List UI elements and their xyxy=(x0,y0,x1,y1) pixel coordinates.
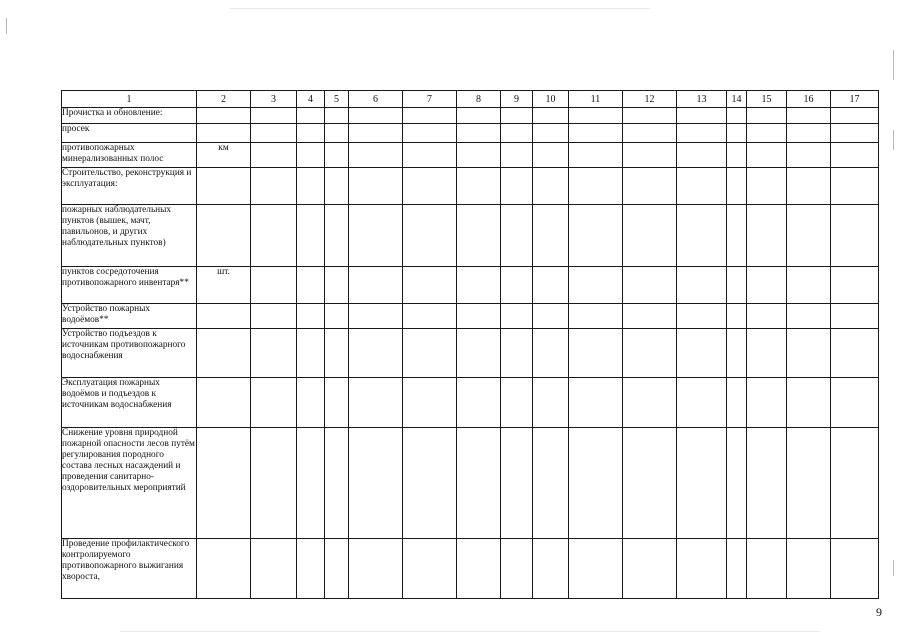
row-unit xyxy=(197,108,251,124)
table-cell xyxy=(325,378,349,428)
table-cell xyxy=(403,329,457,378)
table-cell xyxy=(677,539,727,599)
table-cell xyxy=(403,428,457,539)
table-cell xyxy=(457,428,501,539)
table-cell xyxy=(569,143,623,168)
table-cell xyxy=(569,329,623,378)
table-row xyxy=(62,108,879,124)
row-unit xyxy=(197,329,251,378)
table-cell xyxy=(325,428,349,539)
row-label: Снижение уровня природной пожарной опасности лесов путём регулирования породного состава лесных насаждений и проведения санитарно-оздоровительных мероприятий xyxy=(62,428,197,539)
column-header: 1 xyxy=(62,91,197,108)
row-unit xyxy=(197,124,251,143)
scan-noise-right-3 xyxy=(893,560,894,576)
table-cell xyxy=(349,539,403,599)
table-row xyxy=(62,304,879,329)
table-cell xyxy=(747,108,787,124)
table-cell xyxy=(787,539,831,599)
table-cell xyxy=(297,428,325,539)
table-cell xyxy=(251,304,297,329)
table-cell xyxy=(533,267,569,304)
table-cell xyxy=(501,329,533,378)
row-unit xyxy=(197,205,251,267)
row-label: Устройство подъездов к источникам противопожарного водоснабжения xyxy=(62,329,197,378)
table-cell xyxy=(831,539,879,599)
table-cell xyxy=(831,428,879,539)
table-cell xyxy=(727,378,747,428)
table-cell xyxy=(677,143,727,168)
table-cell xyxy=(623,428,677,539)
table-cell xyxy=(677,124,727,143)
column-header: 6 xyxy=(349,91,403,108)
table-cell xyxy=(457,168,501,205)
table-cell xyxy=(251,143,297,168)
table-cell xyxy=(349,304,403,329)
table-cell xyxy=(251,378,297,428)
table-cell xyxy=(349,329,403,378)
row-label: Устройство пожарных водоёмов** xyxy=(62,304,197,329)
table-cell xyxy=(297,304,325,329)
table-cell xyxy=(349,205,403,267)
table-cell xyxy=(403,168,457,205)
table-cell xyxy=(251,168,297,205)
table-cell xyxy=(727,267,747,304)
table-cell xyxy=(677,378,727,428)
table-cell xyxy=(831,143,879,168)
table-cell xyxy=(501,124,533,143)
table-cell xyxy=(569,267,623,304)
table-cell xyxy=(533,304,569,329)
column-header: 14 xyxy=(727,91,747,108)
table-cell xyxy=(727,168,747,205)
table-cell xyxy=(747,205,787,267)
table-cell xyxy=(325,329,349,378)
column-header: 13 xyxy=(677,91,727,108)
table-cell xyxy=(251,124,297,143)
column-header: 8 xyxy=(457,91,501,108)
table-cell xyxy=(831,329,879,378)
row-unit: км xyxy=(197,143,251,168)
table-cell xyxy=(297,124,325,143)
table-cell xyxy=(727,428,747,539)
table-cell xyxy=(533,428,569,539)
table-cell xyxy=(787,304,831,329)
table-cell xyxy=(457,124,501,143)
table-cell xyxy=(501,378,533,428)
column-header: 10 xyxy=(533,91,569,108)
table-cell xyxy=(349,108,403,124)
table-cell xyxy=(325,108,349,124)
table-cell xyxy=(787,143,831,168)
table-cell xyxy=(297,143,325,168)
table-cell xyxy=(501,143,533,168)
page-number: 9 xyxy=(876,605,882,619)
table-cell xyxy=(457,267,501,304)
table-cell xyxy=(623,124,677,143)
table-cell xyxy=(403,378,457,428)
table-cell xyxy=(457,108,501,124)
column-header: 11 xyxy=(569,91,623,108)
table-cell xyxy=(297,108,325,124)
table-cell xyxy=(831,304,879,329)
table-cell xyxy=(325,205,349,267)
table-cell xyxy=(325,124,349,143)
column-header: 15 xyxy=(747,91,787,108)
column-header: 2 xyxy=(197,91,251,108)
row-label: противопожарных минерализованных полос xyxy=(62,143,197,168)
table-cell xyxy=(403,539,457,599)
table-cell xyxy=(747,304,787,329)
table-cell xyxy=(251,428,297,539)
table-cell xyxy=(727,124,747,143)
table-cell xyxy=(403,143,457,168)
row-unit xyxy=(197,428,251,539)
table-cell xyxy=(251,205,297,267)
table-cell xyxy=(297,168,325,205)
table-cell xyxy=(677,108,727,124)
row-label: Прочистка и обновление: xyxy=(62,108,197,124)
table-row xyxy=(62,378,879,428)
table-row xyxy=(62,539,879,599)
table-cell xyxy=(297,539,325,599)
table-cell xyxy=(251,108,297,124)
table-cell xyxy=(623,108,677,124)
table-cell xyxy=(787,168,831,205)
table-cell xyxy=(787,267,831,304)
table-cell xyxy=(677,304,727,329)
row-label: Эксплуатация пожарных водоёмов и подъездов к источникам водоснабжения xyxy=(62,378,197,428)
table-cell xyxy=(349,143,403,168)
table-cell xyxy=(747,143,787,168)
table-cell xyxy=(787,108,831,124)
table-cell xyxy=(251,267,297,304)
table-cell xyxy=(787,329,831,378)
column-header: 16 xyxy=(787,91,831,108)
table-cell xyxy=(747,124,787,143)
table-cell xyxy=(747,428,787,539)
column-header: 3 xyxy=(251,91,297,108)
table-cell xyxy=(831,267,879,304)
table-cell xyxy=(569,124,623,143)
table-cell xyxy=(727,329,747,378)
table-cell xyxy=(787,378,831,428)
table-cell xyxy=(533,205,569,267)
table-cell xyxy=(623,267,677,304)
table-cell xyxy=(349,428,403,539)
table-cell xyxy=(501,168,533,205)
table-row xyxy=(62,205,879,267)
table-cell xyxy=(325,168,349,205)
table-cell xyxy=(677,267,727,304)
table-cell xyxy=(623,205,677,267)
table-cell xyxy=(727,108,747,124)
row-label: пунктов сосредоточения противопожарного инвентаря** xyxy=(62,267,197,304)
table-cell xyxy=(569,428,623,539)
table-cell xyxy=(677,428,727,539)
table-cell xyxy=(677,205,727,267)
table-cell xyxy=(325,539,349,599)
table-cell xyxy=(623,168,677,205)
table-cell xyxy=(533,124,569,143)
table-cell xyxy=(747,329,787,378)
table-cell xyxy=(623,143,677,168)
table-cell xyxy=(677,329,727,378)
table-cell xyxy=(569,304,623,329)
table-cell xyxy=(501,539,533,599)
table-row xyxy=(62,428,879,539)
table-cell xyxy=(325,304,349,329)
column-header: 5 xyxy=(325,91,349,108)
scan-noise-left xyxy=(6,18,7,34)
table-cell xyxy=(831,205,879,267)
table-cell xyxy=(501,108,533,124)
scan-noise-top xyxy=(230,8,650,9)
table-row xyxy=(62,329,879,378)
column-header: 17 xyxy=(831,91,879,108)
table-cell xyxy=(831,108,879,124)
column-header: 4 xyxy=(297,91,325,108)
table-cell xyxy=(569,378,623,428)
table-cell xyxy=(251,539,297,599)
table-cell xyxy=(501,205,533,267)
row-label: просек xyxy=(62,124,197,143)
table-cell xyxy=(349,168,403,205)
table-cell xyxy=(457,329,501,378)
table-cell xyxy=(727,304,747,329)
column-header: 7 xyxy=(403,91,457,108)
table-cell xyxy=(747,378,787,428)
table-cell xyxy=(457,205,501,267)
table-cell xyxy=(403,304,457,329)
table-cell xyxy=(727,539,747,599)
table-cell xyxy=(569,168,623,205)
table-cell xyxy=(501,428,533,539)
table-header-row xyxy=(62,91,879,108)
table-cell xyxy=(831,168,879,205)
row-label: Строительство, реконструкция и эксплуатация: xyxy=(62,168,197,205)
table-cell xyxy=(325,143,349,168)
row-unit xyxy=(197,539,251,599)
column-header: 9 xyxy=(501,91,533,108)
table-cell xyxy=(623,378,677,428)
table-cell xyxy=(403,124,457,143)
table-cell xyxy=(831,124,879,143)
table-cell xyxy=(297,329,325,378)
table-cell xyxy=(403,267,457,304)
table-cell xyxy=(533,329,569,378)
table-cell xyxy=(457,143,501,168)
table-cell xyxy=(533,143,569,168)
table-cell xyxy=(533,108,569,124)
table-cell xyxy=(569,539,623,599)
scan-noise-bottom xyxy=(120,631,820,632)
table-cell xyxy=(787,205,831,267)
table-cell xyxy=(457,304,501,329)
table-cell xyxy=(831,378,879,428)
table-cell xyxy=(349,124,403,143)
table-cell xyxy=(623,304,677,329)
row-label: Проведение профилактического контролируемого противопожарного выжигания хвороста, xyxy=(62,539,197,599)
data-table xyxy=(61,90,879,599)
table-cell xyxy=(677,168,727,205)
table-cell xyxy=(533,168,569,205)
table-cell xyxy=(403,205,457,267)
table-row xyxy=(62,267,879,304)
table-cell xyxy=(349,267,403,304)
table-cell xyxy=(747,539,787,599)
table-cell xyxy=(457,378,501,428)
table-cell xyxy=(501,304,533,329)
row-label: пожарных наблюдательных пунктов (вышек, мачт, павильонов, и других наблюдательных пунктов) xyxy=(62,205,197,267)
table-row xyxy=(62,168,879,205)
table-cell xyxy=(727,143,747,168)
table-cell xyxy=(727,205,747,267)
table-cell xyxy=(251,329,297,378)
scan-noise-right-1 xyxy=(893,50,894,80)
row-unit xyxy=(197,168,251,205)
table-cell xyxy=(325,267,349,304)
table-cell xyxy=(623,329,677,378)
row-unit: шт. xyxy=(197,267,251,304)
scan-noise-right-2 xyxy=(893,130,894,150)
table-cell xyxy=(787,124,831,143)
column-header: 12 xyxy=(623,91,677,108)
table-cell xyxy=(533,539,569,599)
table-cell xyxy=(569,108,623,124)
table-cell xyxy=(787,428,831,539)
table-cell xyxy=(297,205,325,267)
table-cell xyxy=(297,267,325,304)
table-cell xyxy=(623,539,677,599)
table-cell xyxy=(349,378,403,428)
table-cell xyxy=(403,108,457,124)
table-cell xyxy=(747,168,787,205)
table-cell xyxy=(297,378,325,428)
table-cell xyxy=(569,205,623,267)
table-cell xyxy=(747,267,787,304)
row-unit xyxy=(197,378,251,428)
table-cell xyxy=(533,378,569,428)
row-unit xyxy=(197,304,251,329)
table-row xyxy=(62,143,879,168)
table-cell xyxy=(501,267,533,304)
table-cell xyxy=(457,539,501,599)
table-row xyxy=(62,124,879,143)
